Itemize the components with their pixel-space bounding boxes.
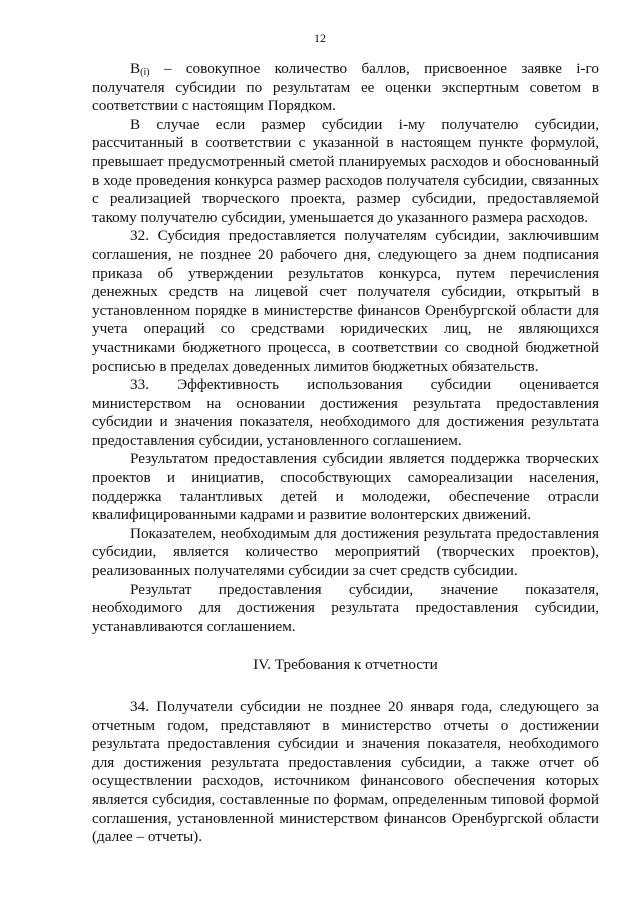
section-heading: IV. Требования к отчетности	[253, 656, 438, 674]
paragraph-result-value: Результат предоставления субсидии, значение показателя, необходимого для достижения результата предоставления субсидии, устанавливаются соглашением.	[92, 580, 599, 635]
paragraph-34: 34. Получатели субсидии не позднее 20 января года, следующего за отчетным годом, представляют в министерство отчеты о достижении результата предоставления субсидии и значения показателя, необходимого для достижения результата предоставления субсидии, а также отчет об осуществлении расходов, источником финансового обеспечения которых является субсидия, составленные по формам, определенным типовой формой соглашения, установленной министерством финансов Оренбургской области (далее – отчеты).	[92, 698, 599, 846]
paragraph-33: 33. Эффективность использования субсидии оценивается министерством на основании достижения результата предоставления субсидии и значения показателя, необходимого для достижения результата предоставления субсидии, установленного соглашением.	[92, 376, 599, 449]
variable-definition-text: – совокупное количество баллов, присвоенное заявке i-го получателя субсидии по результатам ее оценки экспертным советом в соответствии с настоящим Порядком.	[92, 60, 599, 115]
page-number: 12	[314, 31, 326, 45]
paragraph-subsidy-reduction: В случае если размер субсидии i-му получателю субсидии, рассчитанный в соответствии с указанной в настоящем пункте формулой, превышает предусмотренный сметой планируемых расходов и обоснованный в ходе проведения конкурса размер расходов получателя субсидии, связанных с реализацией творческого проекта, размер субсидии, предоставляемой такому получателю субсидии, уменьшается до указанного размера расходов.	[92, 115, 599, 226]
document-body	[92, 60, 599, 847]
formula-variable-definition	[92, 60, 599, 116]
variable-symbol: В	[130, 60, 141, 77]
paragraph-result: Результатом предоставления субсидии является поддержка творческих проектов и инициатив, способствующих самореализации населения, поддержка талантливых детей и молодежи, обеспечение отрасли квалифицированными кадрами и развитие волонтерских движений.	[92, 450, 599, 524]
variable-subscript: (i)	[140, 67, 150, 78]
paragraph-32: 32. Субсидия предоставляется получателям субсидии, заключившим соглашения, не позднее 20 рабочего дня, следующего за днем подписания приказа об утверждении результатов конкурса, путем перечисления денежных средств на лицевой счет получателя субсидии, открытый в установленном порядке в министерстве финансов Оренбургской области для учета операций со средствами юридических лиц, не являющихся участниками бюджетного процесса, в соответствии со сводной бюджетной росписью в пределах доведенных лимитов бюджетных обязательств.	[92, 227, 599, 375]
paragraph-indicator: Показателем, необходимым для достижения результата предоставления субсидии, является количество мероприятий (творческих проектов), реализованных получателями субсидии за счет средств субсидии.	[92, 524, 599, 580]
